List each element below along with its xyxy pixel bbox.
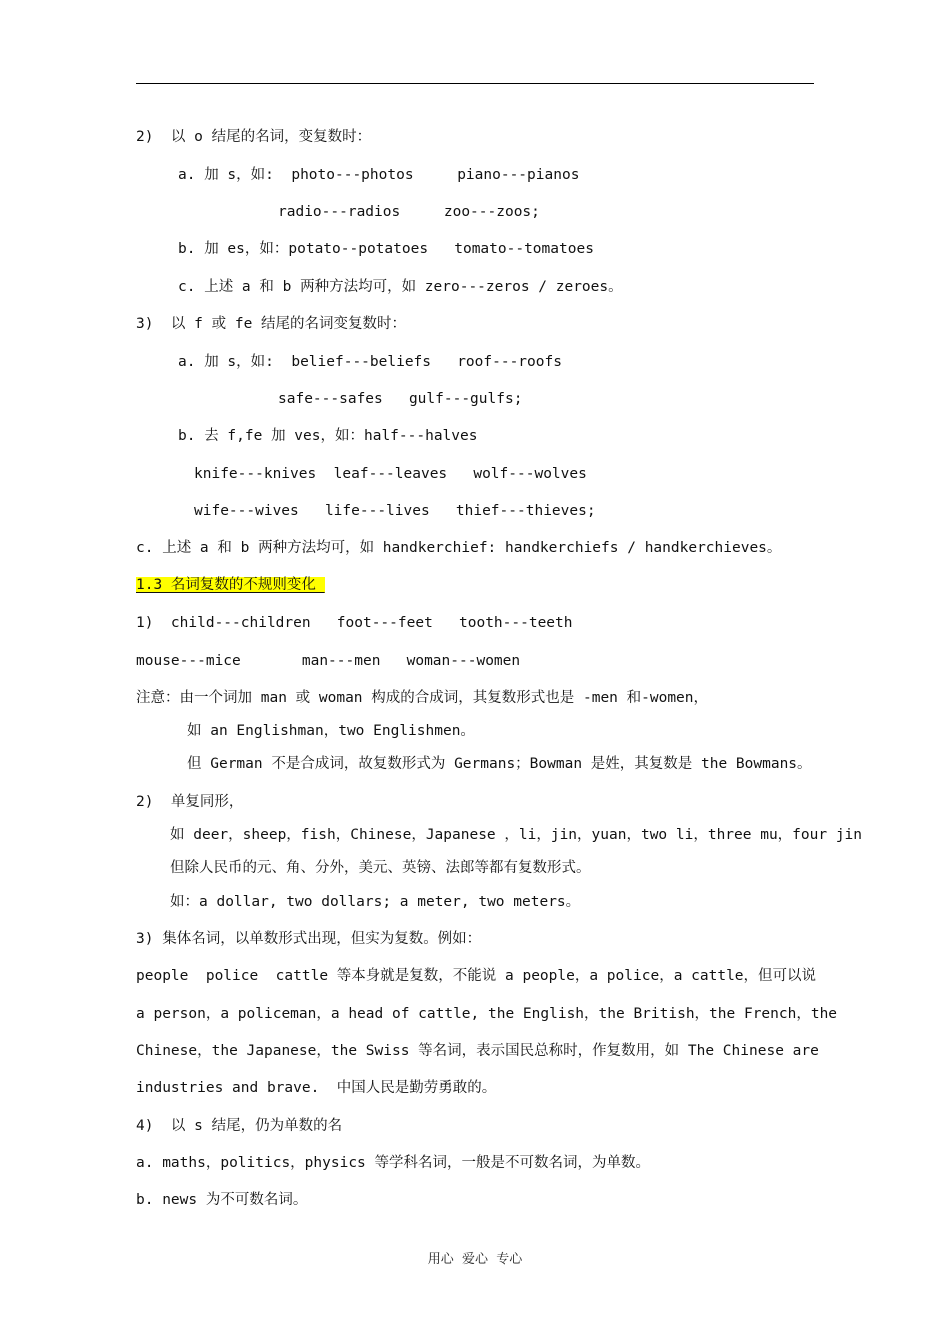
same-form-money-examples: 如：a dollar, two dollars; a meter, two meters。	[170, 894, 581, 910]
same-form-examples: 如 deer，sheep，fish，Chinese，Japanese ，li，jin，yuan，two li，three mu，four jin	[170, 827, 863, 843]
collective-paragraph-line-3: Chinese，the Japanese，the Swiss 等名词，表示国民总称时，作复数用，如 The Chinese are	[136, 1043, 819, 1059]
same-form-exception: 但除人民币的元、角、分外，美元、英镑、法郎等都有复数形式。	[170, 860, 591, 876]
section-heading-o-ending: 2) 以 o 结尾的名词，变复数时：	[136, 129, 372, 145]
note-example-englishman: 如 an Englishman，two Englishmen。	[187, 723, 475, 739]
rule-a-f-examples-continued: safe---safes gulf---gulfs;	[278, 391, 523, 407]
note-example-german: 但 German 不是合成词，故复数形式为 Germans；Bowman 是姓，其复数是 the Bowmans。	[187, 756, 812, 772]
rule-a-add-s: a. 加 s，如: photo---photos piano---pianos	[178, 167, 580, 183]
highlighted-heading-text: 1.3 名词复数的不规则变化	[136, 577, 325, 593]
s-ending-subjects: a. maths，politics，physics 等学科名词，一般是不可数名词，为单数。	[136, 1155, 651, 1171]
section-heading-f-fe-ending: 3) 以 f 或 fe 结尾的名词变复数时：	[136, 316, 407, 332]
rule-c-handkerchief: c. 上述 a 和 b 两种方法均可，如 handkerchief: handkerchiefs / handkerchieves。	[136, 540, 782, 556]
rule-b-ves-examples-2: wife---wives life---lives thief---thieves;	[194, 503, 596, 519]
note-compound-words: 注意：由一个词加 man 或 woman 构成的合成词，其复数形式也是 -men 和-women，	[136, 690, 709, 706]
rule-b-add-es: b. 加 es，如：potato--potatoes tomato--tomatoes	[178, 241, 594, 257]
section-heading-collective-nouns: 3) 集体名词，以单数形式出现，但实为复数。例如：	[136, 931, 482, 947]
rule-b-ves: b. 去 f,fe 加 ves，如：half---halves	[178, 428, 478, 444]
rule-b-ves-examples-1: knife---knives leaf---leaves wolf---wolves	[194, 466, 587, 482]
rule-a-examples-continued: radio---radios zoo---zoos;	[278, 204, 540, 220]
header-rule	[136, 83, 814, 84]
rule-a-add-s-f: a. 加 s，如: belief---beliefs roof---roofs	[178, 354, 562, 370]
irregular-examples-1: 1) child---children foot---feet tooth---teeth	[136, 615, 573, 631]
irregular-examples-2: mouse---mice man---men woman---women	[136, 653, 521, 669]
section-heading-same-form: 2) 单复同形，	[136, 794, 244, 810]
collective-paragraph-line-1: people police cattle 等本身就是复数，不能说 a people，a police，a cattle，但可以说	[136, 968, 817, 984]
section-heading-irregular-plurals	[136, 575, 325, 595]
page-footer: 用心 爱心 专心	[427, 1252, 523, 1267]
collective-paragraph-line-2: a person，a policeman，a head of cattle, the English，the British，the French，the	[136, 1006, 838, 1022]
s-ending-news: b. news 为不可数名词。	[136, 1192, 308, 1208]
section-heading-s-ending-singular: 4) 以 s 结尾，仍为单数的名	[136, 1118, 343, 1134]
rule-c-both-ways: c. 上述 a 和 b 两种方法均可，如 zero---zeros / zeroes。	[178, 279, 623, 295]
collective-paragraph-line-4: industries and brave. 中国人民是勤劳勇敢的。	[136, 1080, 497, 1096]
